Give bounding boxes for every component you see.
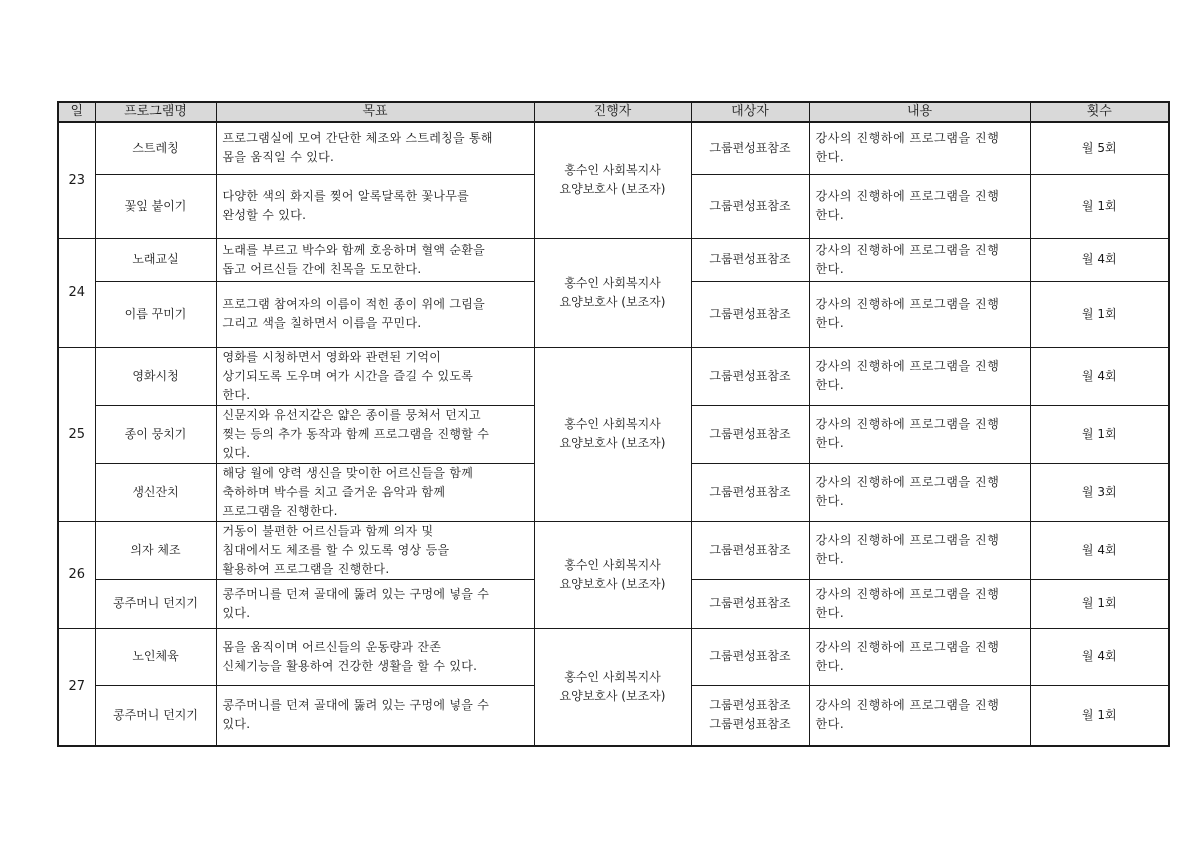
day-cell: 23 [58, 122, 95, 238]
goal-cell [216, 281, 534, 347]
content-cell [809, 579, 1030, 628]
target-cell-line: 그룹편성표참조 [709, 717, 791, 732]
frequency-cell: 월 1회 [1030, 405, 1169, 463]
program-name-cell: 영화시청 [95, 347, 216, 405]
target-cell [691, 238, 809, 281]
goal-cell-line: 상기되도록 도우며 여가 시간을 즐길 수 있도록 [222, 368, 474, 383]
staff-cell-line: 홍수인 사회복지사 [564, 163, 661, 178]
goal-cell-line: 영화를 시청하면서 영화와 관련된 기억이 [222, 349, 442, 364]
content-cell-line: 강사의 진행하에 프로그램을 진행 [815, 698, 1000, 713]
content-cell-line: 강사의 진행하에 프로그램을 진행 [815, 533, 1000, 547]
content-cell-line: 강사의 진행하에 프로그램을 진행 [815, 242, 1000, 257]
goal-cell [216, 405, 534, 463]
content-cell [809, 238, 1030, 281]
content-cell-line: 한다. [815, 208, 845, 222]
staff-cell-line: 요양보호사 (보조자) [559, 576, 666, 591]
goal-cell-line: 다양한 색의 화지를 찢어 알록달록한 꽃나무를 [222, 189, 470, 203]
target-cell-line: 그룹편성표참조 [709, 484, 791, 499]
program-name-cell: 의자 체조 [95, 521, 216, 579]
goal-cell [216, 628, 534, 685]
target-cell [691, 281, 809, 347]
content-cell [809, 174, 1030, 238]
goal-cell-line: 프로그램을 진행한다. [222, 503, 338, 518]
table-row [58, 122, 1169, 174]
staff-cell [534, 122, 691, 238]
goal-cell-line: 침대에서도 체조를 할 수 있도록 영상 등을 [222, 542, 450, 557]
goal-cell-line: 거동이 불편한 어르신들과 함께 의자 및 [222, 523, 434, 538]
target-cell [691, 521, 809, 579]
content-cell-line: 강사의 진행하에 프로그램을 진행 [815, 639, 1000, 654]
content-cell [809, 628, 1030, 685]
goal-cell-line: 있다. [222, 605, 251, 620]
program-name-cell: 꽃잎 붙이기 [95, 174, 216, 238]
goal-cell-line: 해당 월에 양력 생신을 맞이한 어르신들을 함께 [222, 465, 474, 480]
goal-cell-line: 활용하여 프로그램을 진행한다. [222, 561, 390, 576]
content-cell-line: 한다. [815, 261, 845, 276]
day-cell: 25 [58, 347, 95, 521]
content-cell-line: 강사의 진행하에 프로그램을 진행 [815, 475, 1000, 489]
content-cell [809, 122, 1030, 174]
target-cell-line: 그룹편성표참조 [709, 426, 791, 441]
target-cell-line: 그룹편성표참조 [709, 252, 791, 266]
staff-cell-line: 홍수인 사회복지사 [564, 669, 661, 684]
goal-cell-line: 몸을 움직일 수 있다. [222, 150, 335, 165]
content-cell [809, 463, 1030, 521]
header-day: 일 [58, 102, 95, 122]
frequency-cell: 월 5회 [1030, 122, 1169, 174]
staff-cell-line: 홍수인 사회복지사 [564, 275, 661, 290]
content-cell [809, 281, 1030, 347]
content-cell-line: 강사의 진행하에 프로그램을 진행 [815, 131, 1000, 146]
goal-cell-line: 몸을 움직이며 어르신들의 운동량과 잔존 [222, 639, 442, 654]
goal-cell-line: 그리고 색을 칠하면서 이름을 꾸민다. [222, 316, 422, 330]
program-name-cell: 생신잔치 [95, 463, 216, 521]
program-name-cell: 스트레칭 [95, 122, 216, 174]
frequency-cell: 월 4회 [1030, 238, 1169, 281]
header-content: 내용 [809, 102, 1030, 122]
goal-cell-line: 프로그램 참여자의 이름이 적힌 종이 위에 그림을 [222, 297, 486, 311]
staff-cell [534, 347, 691, 521]
target-cell-line: 그룹편성표참조 [709, 698, 791, 713]
program-name-cell: 노인체육 [95, 628, 216, 685]
content-cell-line: 강사의 진행하에 프로그램을 진행 [815, 417, 1000, 431]
goal-cell-line: 있다. [222, 717, 251, 732]
content-cell-line: 한다. [815, 378, 845, 392]
goal-cell [216, 347, 534, 405]
program-name-cell: 콩주머니 던지기 [95, 685, 216, 746]
day-cell: 27 [58, 628, 95, 746]
staff-cell-line: 홍수인 사회복지사 [564, 417, 661, 431]
target-cell [691, 347, 809, 405]
table-body [58, 122, 1169, 746]
frequency-cell: 월 4회 [1030, 347, 1169, 405]
staff-cell-line: 요양보호사 (보조자) [559, 688, 666, 703]
content-cell-line: 한다. [815, 717, 845, 732]
frequency-cell: 월 3회 [1030, 463, 1169, 521]
goal-cell [216, 579, 534, 628]
table-row [58, 628, 1169, 685]
target-cell-line: 그룹편성표참조 [709, 368, 791, 383]
content-cell-line: 한다. [815, 658, 845, 673]
goal-cell-line: 축하하며 박수를 치고 즐거운 음악과 함께 [222, 484, 446, 499]
goal-cell [216, 122, 534, 174]
goal-cell [216, 174, 534, 238]
target-cell-line: 그룹편성표참조 [709, 649, 791, 663]
program-name-cell: 종이 뭉치기 [95, 405, 216, 463]
target-cell-line: 그룹편성표참조 [709, 596, 791, 610]
content-cell-line: 강사의 진행하에 프로그램을 진행 [815, 297, 1000, 311]
program-name-cell: 콩주머니 던지기 [95, 579, 216, 628]
goal-cell [216, 238, 534, 281]
staff-cell [534, 628, 691, 746]
goal-cell-line: 신문지와 유선지같은 얇은 종이를 뭉쳐서 던지고 [222, 407, 481, 422]
goal-cell-line: 찢는 등의 추가 동작과 함께 프로그램을 진행할 수 [222, 426, 490, 441]
staff-cell-line: 홍수인 사회복지사 [564, 557, 661, 572]
goal-cell-line: 있다. [222, 445, 251, 460]
target-cell [691, 685, 809, 746]
goal-cell-line: 한다. [222, 387, 251, 402]
frequency-cell: 월 1회 [1030, 685, 1169, 746]
header-staff: 진행자 [534, 102, 691, 122]
staff-cell-line: 요양보호사 (보조자) [559, 182, 666, 197]
table-row [58, 238, 1169, 281]
frequency-cell: 월 1회 [1030, 174, 1169, 238]
staff-cell [534, 521, 691, 628]
goal-cell-line: 콩주머니를 던져 골대에 뚫려 있는 구멍에 넣을 수 [222, 586, 490, 601]
frequency-cell: 월 1회 [1030, 281, 1169, 347]
goal-cell [216, 685, 534, 746]
content-cell [809, 685, 1030, 746]
goal-cell-line: 신체기능을 활용하여 건강한 생활을 할 수 있다. [222, 658, 478, 673]
content-cell-line: 한다. [815, 316, 845, 330]
header-target: 대상자 [691, 102, 809, 122]
target-cell [691, 174, 809, 238]
program-schedule-table [57, 101, 1170, 747]
content-cell [809, 347, 1030, 405]
goal-cell [216, 463, 534, 521]
content-cell [809, 405, 1030, 463]
header-program: 프로그램명 [95, 102, 216, 122]
staff-cell-line: 요양보호사 (보조자) [559, 294, 666, 309]
content-cell-line: 한다. [815, 552, 845, 566]
content-cell-line: 한다. [815, 436, 845, 450]
target-cell [691, 628, 809, 685]
target-cell-line: 그룹편성표참조 [709, 198, 791, 213]
header-goal: 목표 [216, 102, 534, 122]
frequency-cell: 월 4회 [1030, 628, 1169, 685]
table-row [58, 347, 1169, 405]
content-cell-line: 한다. [815, 150, 845, 165]
frequency-cell: 월 1회 [1030, 579, 1169, 628]
day-cell: 24 [58, 238, 95, 347]
header-frequency: 횟수 [1030, 102, 1169, 122]
goal-cell-line: 콩주머니를 던져 골대에 뚫려 있는 구멍에 넣을 수 [222, 698, 490, 713]
program-name-cell: 노래교실 [95, 238, 216, 281]
content-cell-line: 한다. [815, 494, 845, 508]
content-cell-line: 한다. [815, 605, 845, 620]
program-name-cell: 이름 꾸미기 [95, 281, 216, 347]
goal-cell-line: 노래를 부르고 박수와 함께 호응하며 혈액 순환을 [222, 242, 486, 257]
content-cell-line: 강사의 진행하에 프로그램을 진행 [815, 359, 1000, 373]
target-cell [691, 122, 809, 174]
header-row [58, 102, 1169, 122]
goal-cell-line: 돕고 어르신들 간에 친목을 도모한다. [222, 261, 422, 276]
goal-cell [216, 521, 534, 579]
content-cell-line: 강사의 진행하에 프로그램을 진행 [815, 189, 1000, 203]
goal-cell-line: 프로그램실에 모여 간단한 체조와 스트레칭을 통해 [222, 131, 493, 146]
table-row [58, 521, 1169, 579]
target-cell [691, 463, 809, 521]
day-cell: 26 [58, 521, 95, 628]
content-cell-line: 강사의 진행하에 프로그램을 진행 [815, 586, 1000, 601]
staff-cell-line: 요양보호사 (보조자) [559, 436, 666, 450]
content-cell [809, 521, 1030, 579]
target-cell-line: 그룹편성표참조 [709, 542, 791, 557]
goal-cell-line: 완성할 수 있다. [222, 208, 307, 222]
frequency-cell: 월 4회 [1030, 521, 1169, 579]
target-cell-line: 그룹편성표참조 [709, 306, 791, 321]
target-cell [691, 405, 809, 463]
staff-cell [534, 238, 691, 347]
target-cell-line: 그룹편성표참조 [709, 140, 791, 155]
target-cell [691, 579, 809, 628]
